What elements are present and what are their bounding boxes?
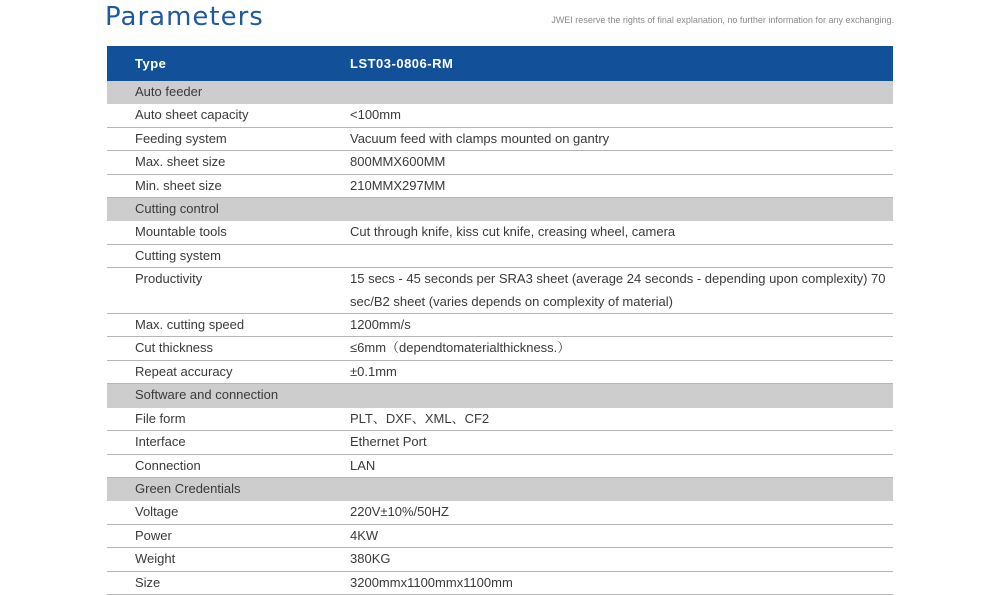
- model-value: LST03-0806-RM: [350, 46, 893, 81]
- table-row: [107, 337, 893, 360]
- parameter-value: 15 secs - 45 seconds per SRA3 sheet (average 24 seconds - depending upon complexity) 70 sec/B2 sheet (varies depends on complexity of material): [350, 268, 893, 314]
- parameter-value: [350, 244, 893, 267]
- parameter-label: Max. cutting speed: [107, 314, 350, 337]
- parameter-value: [350, 81, 893, 104]
- parameter-label: Connection: [107, 454, 350, 477]
- page-title: Parameters: [105, 2, 264, 32]
- table-row: [107, 314, 893, 337]
- table-row: [107, 268, 893, 314]
- section-title: Software and connection: [107, 384, 350, 407]
- section-row: [107, 477, 893, 500]
- table-row: [107, 524, 893, 547]
- parameter-label: Auto sheet capacity: [107, 104, 350, 127]
- parameter-value: 220V±10%/50HZ: [350, 501, 893, 524]
- section-title: Auto feeder: [107, 81, 350, 104]
- table-row: [107, 244, 893, 267]
- parameter-label: Productivity: [107, 268, 350, 314]
- parameter-label: Cut thickness: [107, 337, 350, 360]
- section-title: Cutting control: [107, 198, 350, 221]
- parameter-label: Mountable tools: [107, 221, 350, 244]
- table-body: [107, 81, 893, 594]
- table-row: [107, 360, 893, 383]
- table-row: [107, 571, 893, 594]
- parameter-label: Weight: [107, 548, 350, 571]
- table-row: [107, 174, 893, 197]
- parameter-value: 380KG: [350, 548, 893, 571]
- parameter-value: Ethernet Port: [350, 431, 893, 454]
- parameter-value: ±0.1mm: [350, 360, 893, 383]
- parameter-value: 4KW: [350, 524, 893, 547]
- parameter-value: Vacuum feed with clamps mounted on gantry: [350, 127, 893, 150]
- parameter-value: LAN: [350, 454, 893, 477]
- section-title: Green Credentials: [107, 477, 350, 500]
- table-header-row: [107, 46, 893, 81]
- parameters-table: [107, 46, 893, 595]
- parameter-value: [350, 198, 893, 221]
- table-row: [107, 221, 893, 244]
- table-row: [107, 454, 893, 477]
- section-row: [107, 198, 893, 221]
- type-label: Type: [107, 46, 350, 81]
- parameter-label: Voltage: [107, 501, 350, 524]
- table-row: [107, 407, 893, 430]
- table-row: [107, 548, 893, 571]
- parameter-value: [350, 384, 893, 407]
- section-row: [107, 81, 893, 104]
- parameter-value: [350, 477, 893, 500]
- parameter-value: Cut through knife, kiss cut knife, creasing wheel, camera: [350, 221, 893, 244]
- table-row: [107, 127, 893, 150]
- parameter-label: Repeat accuracy: [107, 360, 350, 383]
- table-row: [107, 104, 893, 127]
- parameter-value: <100mm: [350, 104, 893, 127]
- table-row: [107, 431, 893, 454]
- disclaimer-text: JWEI reserve the rights of final explanation, no further information for any exchanging.: [551, 15, 894, 25]
- parameter-value: 3200mmx1100mmx1100mm: [350, 571, 893, 594]
- parameter-label: Feeding system: [107, 127, 350, 150]
- table-row: [107, 501, 893, 524]
- parameter-value: PLT、DXF、XML、CF2: [350, 407, 893, 430]
- parameter-label: Power: [107, 524, 350, 547]
- parameter-label: File form: [107, 407, 350, 430]
- parameter-label: Min. sheet size: [107, 174, 350, 197]
- parameter-value: 210MMX297MM: [350, 174, 893, 197]
- parameter-label: Size: [107, 571, 350, 594]
- parameter-label: Interface: [107, 431, 350, 454]
- parameter-value: ≤6mm（dependtomaterialthickness.）: [350, 337, 893, 360]
- parameter-label: Max. sheet size: [107, 151, 350, 174]
- section-row: [107, 384, 893, 407]
- parameter-label: Cutting system: [107, 244, 350, 267]
- table-row: [107, 151, 893, 174]
- parameter-value: 800MMX600MM: [350, 151, 893, 174]
- parameter-value: 1200mm/s: [350, 314, 893, 337]
